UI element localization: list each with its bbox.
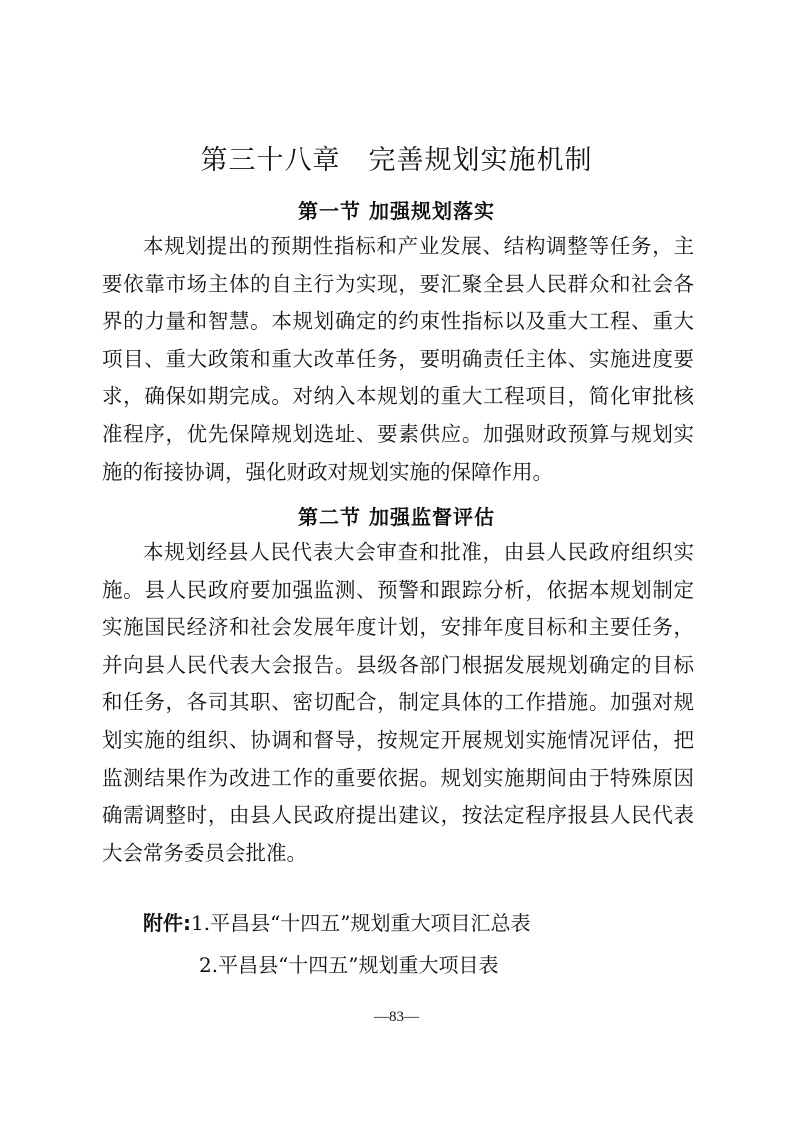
section-1-paragraph: 本规划提出的预期性指标和产业发展、结构调整等任务，主要依靠市场主体的自主行为实现，要汇聚全县人民群众和社会各界的力量和智慧。本规划确定的约束性指标以及重大工程、重大项目、重大政策和重大改革任务，要明确责任主体、实施进度要求，确保如期完成。对纳入本规划的重大工程项目，简化审批核准程序，优先保障规划选址、要素供应。加强财政预算与规划实施的衔接协调，强化财政对规划实施的保障作用。: [102, 234, 694, 484]
section-2-paragraph: 本规划经县人民代表大会审查和批准，由县人民政府组织实施。县人民政府要加强监测、预警和跟踪分析，依据本规划制定实施国民经济和社会发展年度计划，安排年度目标和主要任务，并向县人民代表大会报告。县级各部门根据发展规划确定的目标和任务，各司其职、密切配合，制定具体的工作措施。加强对规划实施的组织、协调和督导，按规定开展规划实施情况评估，把监测结果作为改进工作的重要依据。规划实施期间由于特殊原因确需调整时，由县人民政府提出建议，按法定程序报县人民代表大会常务委员会批准。: [102, 540, 694, 865]
attachment-item-2: 2.平昌县“十四五”规划重大项目表: [199, 953, 499, 977]
chapter-title: 第三十八章 完善规划实施机制: [200, 145, 593, 176]
attachment-item-1: 1.平昌县“十四五”规划重大项目汇总表: [191, 911, 531, 935]
attachment-label: 附件:: [143, 911, 191, 935]
section-title-2: 第二节 加强监督评估: [298, 505, 495, 529]
section-title-1: 第一节 加强规划落实: [298, 199, 495, 223]
attachment-line-1: [143, 904, 531, 942]
page-number: —83—: [374, 1009, 419, 1025]
